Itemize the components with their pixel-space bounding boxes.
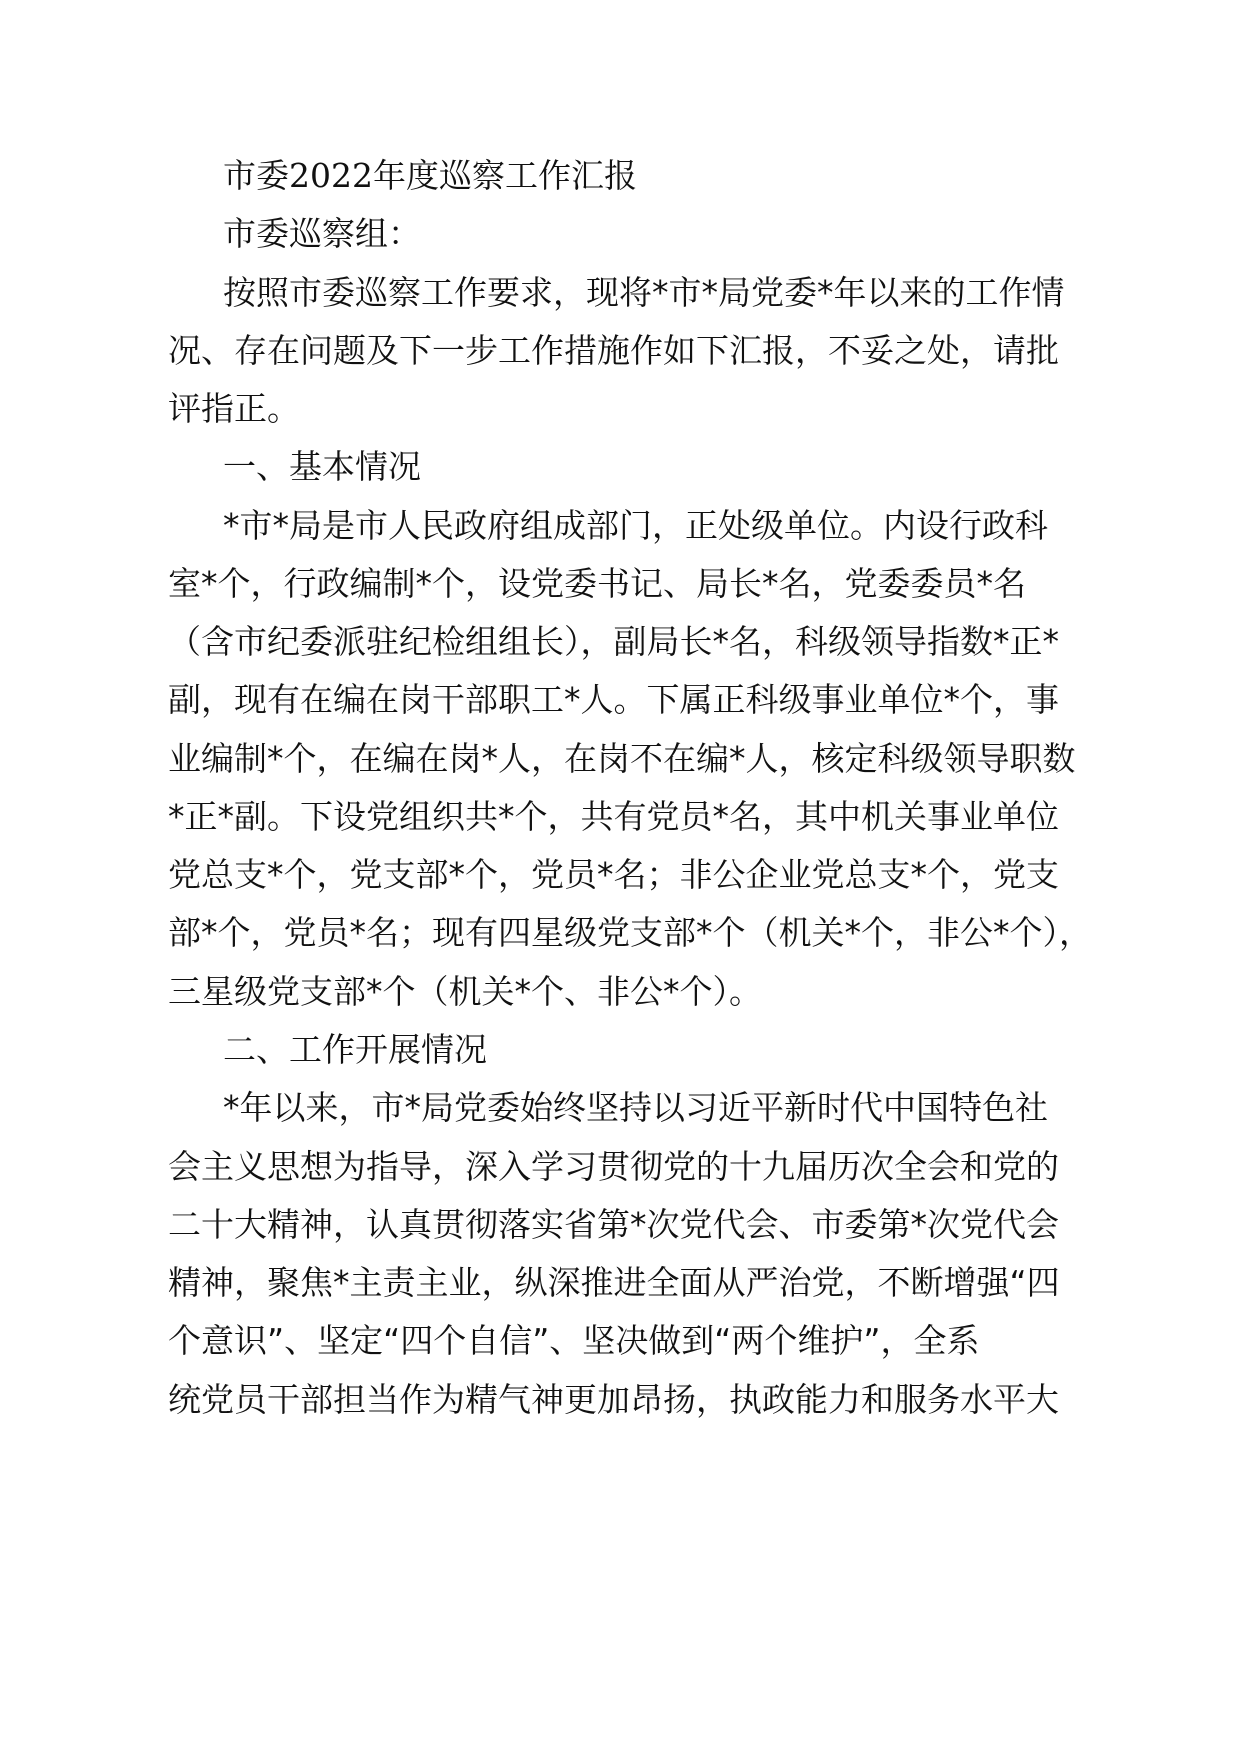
- intro-line-1: 按照市委巡察工作要求，现将*市*局党委*年以来的工作情: [223, 273, 1065, 312]
- section1-line-8: 部*个，党员*名；现有四星级党支部*个（机关*个，非公*个），: [168, 913, 1092, 952]
- section2-line-4: 精神，聚焦*主责主业，纵深推进全面从严治党，不断增强“四: [168, 1263, 1060, 1302]
- section1-line-9: 三星级党支部*个（机关*个、非公*个）。: [168, 972, 762, 1011]
- section1-line-4: 副，现有在编在岗干部职工*人。下属正科级事业单位*个，事: [168, 680, 1059, 719]
- section2-line-3: 二十大精神，认真贯彻落实省第*次党代会、市委第*次党代会: [168, 1205, 1059, 1244]
- section2-line-5: 个意识”、坚定“四个自信”、坚决做到“两个维护”，全系: [168, 1321, 980, 1360]
- section1-line-7: 党总支*个，党支部*个，党员*名；非公企业党总支*个，党支: [168, 855, 1059, 894]
- section2-line-1: *年以来，市*局党委始终坚持以习近平新时代中国特色社: [223, 1088, 1048, 1127]
- intro-line-2: 况、存在问题及下一步工作措施作如下汇报，不妥之处，请批: [168, 331, 1059, 370]
- intro-line-3: 评指正。: [168, 389, 300, 428]
- section1-line-5: 业编制*个，在编在岗*人，在岗不在编*人，核定科级领导职数: [168, 739, 1076, 778]
- section-heading-work-progress: 二、工作开展情况: [223, 1030, 487, 1069]
- section1-line-6: *正*副。下设党组织共*个，共有党员*名，其中机关事业单位: [168, 797, 1059, 836]
- section1-line-2: 室*个，行政编制*个，设党委书记、局长*名，党委委员*名: [168, 564, 1026, 603]
- section-heading-basic-info: 一、基本情况: [223, 447, 421, 486]
- document-title: 市委2022年度巡察工作汇报: [223, 156, 637, 195]
- section1-line-3: （含市纪委派驻纪检组组长），副局长*名，科级领导指数*正*: [168, 622, 1059, 661]
- section2-line-6: 统党员干部担当作为精气神更加昂扬，执政能力和服务水平大: [168, 1380, 1059, 1419]
- salutation: 市委巡察组：: [223, 214, 421, 253]
- section1-line-1: *市*局是市人民政府组成部门，正处级单位。内设行政科: [223, 506, 1048, 545]
- section2-line-2: 会主义思想为指导，深入学习贯彻党的十九届历次全会和党的: [168, 1147, 1059, 1186]
